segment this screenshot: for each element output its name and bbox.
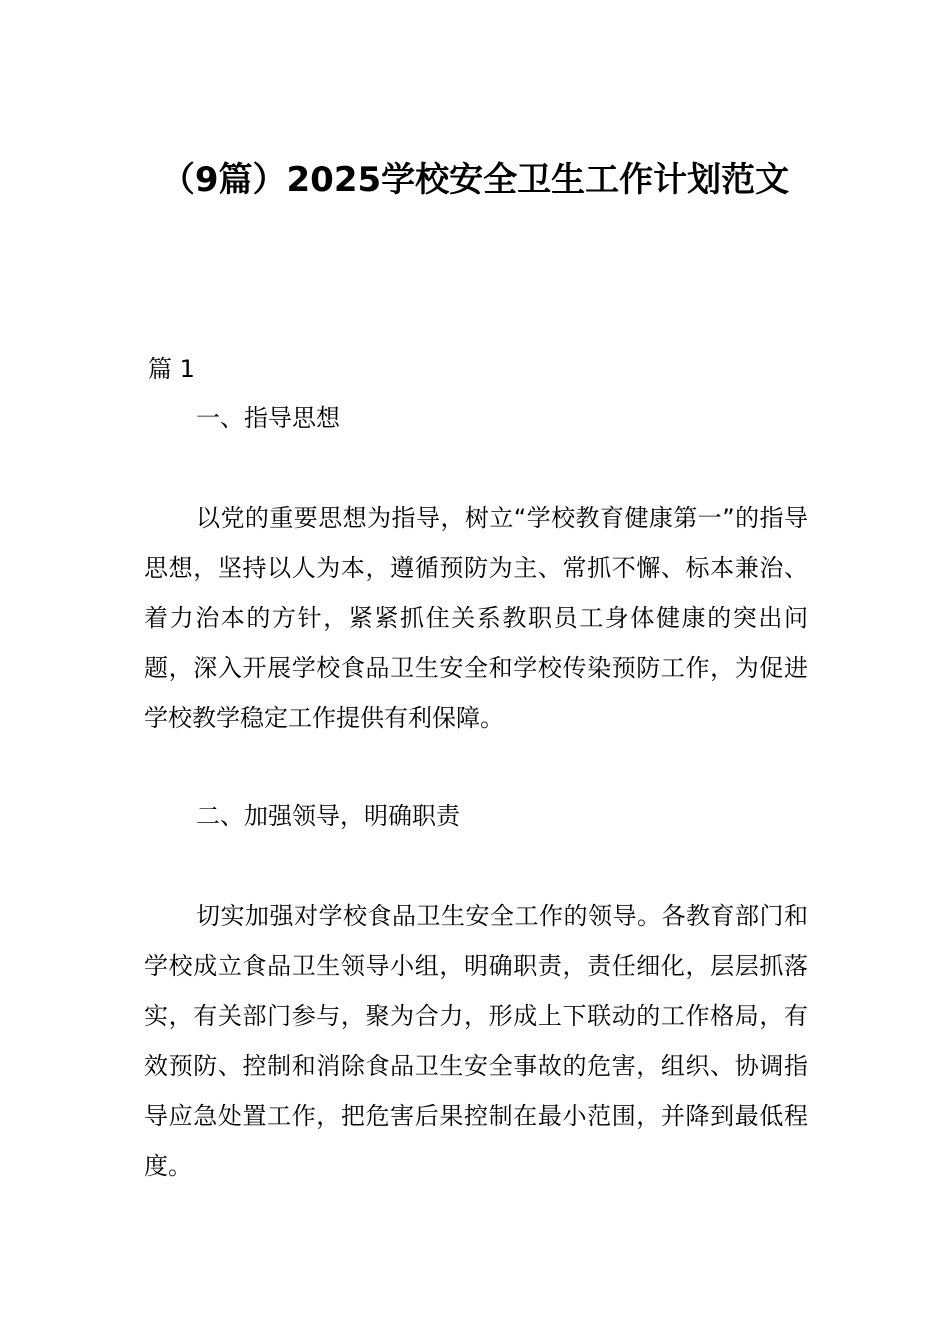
section-label: 篇 1 [148,355,195,383]
section-paragraph-leadership: 切实加强对学校食品卫生安全工作的领导。各教育部门和学校成立食品卫生领导小组，明确职责，责任细化，层层抓落实，有关部门参与，聚为合力，形成上下联动的工作格局，有效预防、控制和消除食品卫生安全事故的危害，组织、协调指导应急处置工作，把危害后果控制在最小范围，并降到最低程度。 [144,902,808,1180]
section-heading-leadership: 二、加强领导，明确职责 [196,802,460,830]
section-heading-guiding-ideology: 一、指导思想 [196,404,340,432]
document-title: （9篇）2025学校安全卫生工作计划范文 [160,160,790,200]
section-paragraph-guiding-ideology: 以党的重要思想为指导，树立“学校教育健康第一”的指导思想，坚持以人为本，遵循预防为主、常抓不懈、标本兼治、着力治本的方针，紧紧抓住关系教职员工身体健康的突出问题，深入开展学校食品卫生安全和学校传染预防工作，为促进学校教学稳定工作提供有利保障。 [144,504,808,732]
